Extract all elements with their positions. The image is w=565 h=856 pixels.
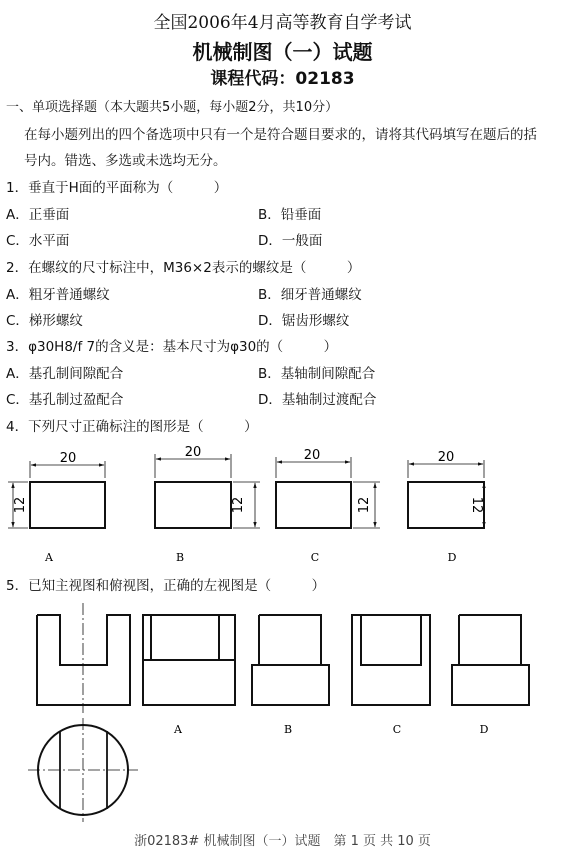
q4-figure-a xyxy=(8,461,105,528)
question-2-option-d: D．锯齿形螺纹 xyxy=(258,313,350,329)
q4-a-width-dim: 20 xyxy=(59,451,77,466)
question-3-stem: 3．φ30H8/f 7的含义是：基本尺寸为φ30的（ ） xyxy=(6,339,338,355)
q4-c-height-dim: 12 xyxy=(357,496,372,514)
question-2-option-b: B．细牙普通螺纹 xyxy=(258,287,362,303)
question-1-option-d: D．一般面 xyxy=(258,233,323,249)
q4-label-c: C xyxy=(310,551,320,564)
question-3-option-a: A．基孔制间隙配合 xyxy=(6,366,124,382)
exam-title: 全国2006年4月高等教育自学考试 xyxy=(153,13,412,33)
question-1-option-a: A．正垂面 xyxy=(6,207,70,223)
question-3-option-c: C．基孔制过盈配合 xyxy=(6,392,124,408)
q5-front-view xyxy=(37,603,130,713)
q5-label-a: A xyxy=(174,723,182,736)
q4-figure-c xyxy=(276,457,380,528)
question-2-option-a: A．粗牙普通螺纹 xyxy=(6,287,110,303)
q5-label-d: D xyxy=(479,723,489,736)
q4-a-height-dim: 12 xyxy=(13,496,28,514)
subject-title: 机械制图（一）试题 xyxy=(192,40,373,64)
instruction-line-1: 在每小题列出的四个备选项中只有一个是符合题目要求的，请将其代码填写在题后的括 xyxy=(24,127,537,143)
q4-b-width-dim: 20 xyxy=(184,445,202,460)
q5-option-c-view xyxy=(352,615,430,705)
q4-d-width-dim: 20 xyxy=(437,450,455,465)
q4-label-d: D xyxy=(447,551,457,564)
question-1-stem: 1．垂直于H面的平面称为（ ） xyxy=(6,180,228,196)
question-3-option-b: B．基轴制间隙配合 xyxy=(258,366,376,382)
question-2-stem: 2．在螺纹的尺寸标注中，M36×2表示的螺纹是（ ） xyxy=(6,260,361,276)
q5-label-b: B xyxy=(283,723,293,736)
question-2-option-c: C．梯形螺纹 xyxy=(6,313,83,329)
question-1-option-c: C．水平面 xyxy=(6,233,70,249)
q5-option-b-view xyxy=(252,615,329,705)
page-footer: 浙02183# 机械制图（一）试题 第 1 页 共 10 页 xyxy=(134,834,431,849)
question-5-stem: 5．已知主视图和俯视图，正确的左视图是（ ） xyxy=(6,578,326,594)
q5-option-a-view xyxy=(143,615,235,705)
q4-label-b: B xyxy=(175,551,185,564)
q4-c-width-dim: 20 xyxy=(303,448,321,463)
q5-label-c: C xyxy=(392,723,402,736)
section-title: 一、单项选择题（本大题共5小题，每小题2分，共10分） xyxy=(6,100,339,115)
q5-option-d-view xyxy=(452,615,529,705)
course-code: 课程代码：02183 xyxy=(210,69,355,89)
question-4-stem: 4．下列尺寸正确标注的图形是（ ） xyxy=(6,419,258,435)
q4-figure-b xyxy=(155,454,260,528)
q4-d-height-dim: 12 xyxy=(469,496,484,514)
q5-top-view xyxy=(28,718,138,822)
q4-label-a: A xyxy=(45,551,53,564)
instruction-line-2: 号内。错选、多选或未选均无分。 xyxy=(24,153,227,169)
q4-b-height-dim: 12 xyxy=(231,496,246,514)
question-1-option-b: B．铅垂面 xyxy=(258,207,322,223)
question-3-option-d: D．基轴制过渡配合 xyxy=(258,392,377,408)
q4-figure-d xyxy=(408,460,484,528)
